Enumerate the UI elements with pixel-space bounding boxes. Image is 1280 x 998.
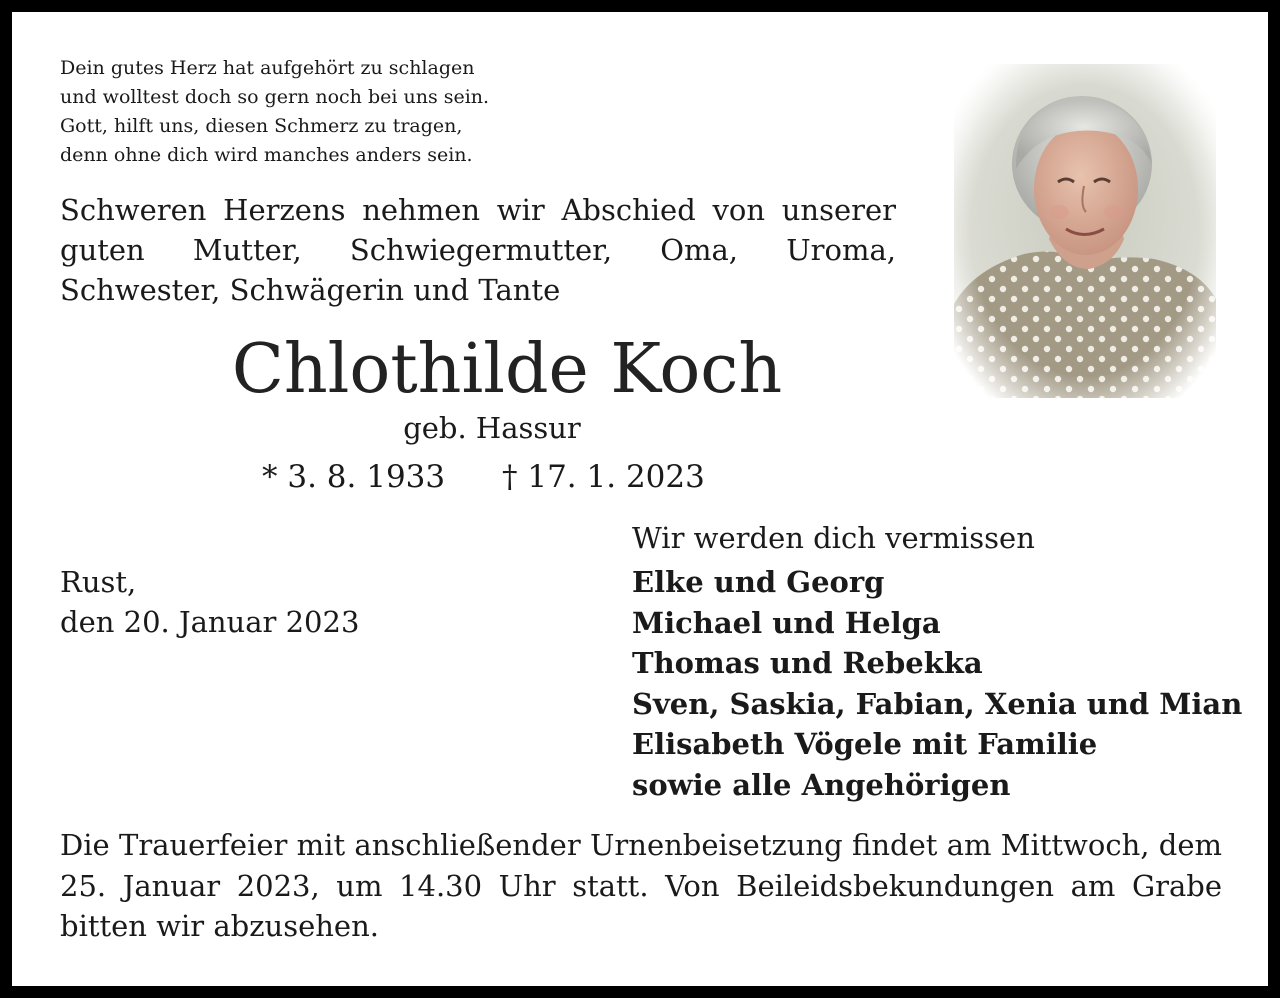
deceased-name: Chlothilde Koch (231, 330, 783, 409)
poem-line: denn ohne dich wird manches anders sein. (60, 144, 473, 166)
mourner-entry: Sven, Saskia, Fabian, Xenia und Mian (632, 686, 1243, 721)
memorial-poem (60, 54, 580, 170)
place: Rust, (60, 565, 137, 599)
mourner-entry: sowie alle Angehörigen (632, 767, 1011, 802)
death-date: † 17. 1. 2023 (502, 459, 705, 495)
mourner-entry: Elisabeth Vögele mit Familie (632, 727, 1098, 762)
birth-date: * 3. 8. 1933 (262, 459, 446, 495)
portrait-photo (954, 64, 1216, 398)
miss-line: Wir werden dich vermissen (632, 521, 1035, 555)
poem-line: Dein gutes Herz hat aufgehört zu schlagen (60, 57, 475, 79)
place-and-date (60, 562, 359, 642)
farewell-intro: Schweren Herzens nehmen wir Abschied von unserer guten Mutter, Schwiegermutter, Oma, Uroma, Schwester, Schwägerin und Tante (60, 193, 896, 307)
obituary-card (12, 12, 1268, 986)
mourner-entry: Michael und Helga (632, 605, 941, 640)
date: den 20. Januar 2023 (60, 605, 360, 639)
mourners-list (632, 562, 1242, 806)
mourner-entry: Thomas und Rebekka (632, 646, 983, 681)
poem-line: und wolltest doch so gern noch bei uns sein. (60, 86, 490, 108)
maiden-name: geb. Hassur (403, 411, 581, 445)
mourner-entry: Elke und Georg (632, 565, 885, 599)
funeral-service-text: Die Trauerfeier mit anschließender Urnenbeisetzung findet am Mittwoch, dem 25. Januar 2023, um 14.30 Uhr statt. Von Beileidsbekundungen am Grabe bitten wir abzusehen. (60, 828, 1222, 943)
portrait-illustration (954, 64, 1216, 398)
poem-line: Gott, hilft uns, diesen Schmerz zu tragen, (60, 115, 463, 137)
